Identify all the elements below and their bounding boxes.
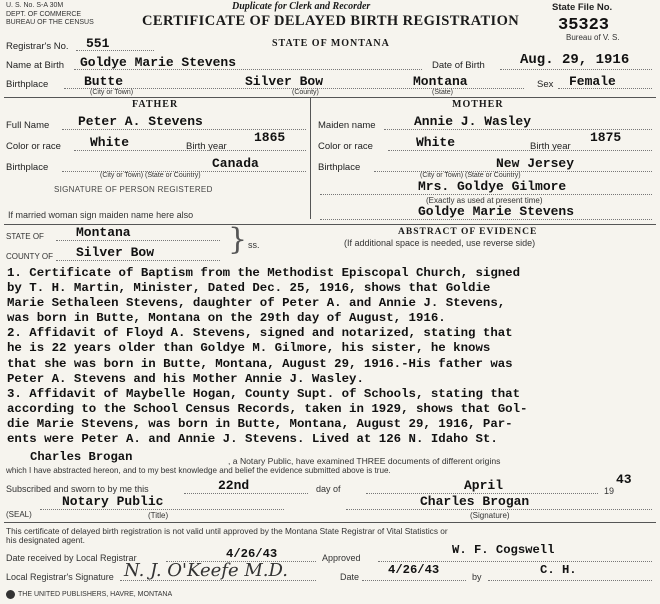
by-label: by xyxy=(472,572,482,582)
form-id: U. S. No. S-A 30M xyxy=(6,2,64,9)
venue-state: Montana xyxy=(76,225,131,240)
notary-statement-2: which I have abstracted hereon, and to my best knowledge and belief the evidence submitted above is true. xyxy=(6,466,391,475)
mother-birthplace-label: Birthplace xyxy=(318,162,361,173)
venue-county-label: COUNTY OF xyxy=(6,252,53,261)
sex-label: Sex xyxy=(537,79,554,90)
mother-birth-year-label: Birth year xyxy=(530,141,571,152)
bureau-number: 35323 xyxy=(558,16,610,35)
maiden-note: If married woman sign maiden name here also xyxy=(8,210,194,220)
approved-label: Approved xyxy=(322,553,361,563)
local-sig-label: Local Registrar's Signature xyxy=(6,572,114,582)
registrar-number: 551 xyxy=(86,36,110,51)
bureau-label: Bureau of V. S. xyxy=(566,33,620,42)
mother-heading: MOTHER xyxy=(452,99,504,110)
printer-line xyxy=(6,590,172,599)
abstract-line: by T. H. Martin, Minister, Dated Dec. 25, 1916, shows that Goldie xyxy=(7,281,491,296)
abstract-subheading: (If additional space is needed, use reverse side) xyxy=(344,238,536,248)
abstract-line: die Marie Stevens, was born in Butte, Montana, August 29, 1916, Par- xyxy=(7,416,513,431)
sworn-year-prefix: 19 xyxy=(604,486,615,496)
abstract-line: was born in Butte, Montana on the 29th day of August, 1916. xyxy=(7,311,446,326)
birthplace-label: Birthplace xyxy=(6,79,49,90)
father-heading: FATHER xyxy=(132,99,179,110)
certificate-title: CERTIFICATE OF DELAYED BIRTH REGISTRATION xyxy=(142,13,520,29)
sworn-label: Subscribed and sworn to by me this xyxy=(6,484,149,494)
father-color-label: Color or race xyxy=(6,141,61,152)
duplicate-note: Duplicate for Clerk and Recorder xyxy=(232,1,371,12)
approved-by: W. F. Cogswell xyxy=(452,543,555,557)
maiden-signature: Goldye Marie Stevens xyxy=(418,204,575,219)
mother-birthplace-caption: (City or Town) (State or Country) xyxy=(420,172,521,179)
mother-name-label: Maiden name xyxy=(318,120,376,131)
registrar-label: Registrar's No. xyxy=(6,41,69,52)
mother-color-label: Color or race xyxy=(318,141,373,152)
venue-ss: ss. xyxy=(248,240,260,250)
father-name: Peter A. Stevens xyxy=(78,114,203,129)
venue-brace: } xyxy=(228,222,248,257)
child-county: Silver Bow xyxy=(245,74,324,89)
date-label: Date xyxy=(340,572,360,582)
state-heading: STATE OF MONTANA xyxy=(272,38,390,49)
signature-label: SIGNATURE OF PERSON REGISTERED xyxy=(54,185,213,194)
state-file-label: State File No. xyxy=(552,2,613,13)
footer-by: C. H. xyxy=(540,563,577,577)
abstract-line: Marie Sethaleen Stevens, daughter of Peter A. and Annie J. Stevens, xyxy=(7,296,506,311)
father-name-label: Full Name xyxy=(6,120,50,131)
child-state: Montana xyxy=(413,74,468,89)
mother-color: White xyxy=(416,135,456,150)
father-birth-year-label: Birth year xyxy=(186,141,227,152)
date-of-birth: Aug. 29, 1916 xyxy=(520,52,630,68)
sworn-year: 43 xyxy=(616,472,632,487)
venue-state-label: STATE OF xyxy=(6,232,44,241)
child-city: Butte xyxy=(84,74,124,89)
venue-county: Silver Bow xyxy=(76,245,155,260)
validity-note-2: his designated agent. xyxy=(6,535,85,545)
child-sex: Female xyxy=(569,74,616,89)
sworn-month: April xyxy=(464,478,504,493)
child-name: Goldye Marie Stevens xyxy=(80,55,237,70)
notary-title: Notary Public xyxy=(62,494,164,509)
title-caption: (Title) xyxy=(148,511,169,520)
mother-name: Annie J. Wasley xyxy=(414,114,532,129)
notary-typed-name: Charles Brogan xyxy=(30,450,133,464)
abstract-line: 2. Affidavit of Floyd A. Stevens, signed and notarized, stating that xyxy=(7,326,513,341)
county-caption: (County) xyxy=(292,89,319,96)
sworn-day-of: day of xyxy=(316,484,341,494)
abstract-line: Peter A. Stevens and his Mother Annie J. Wasley. xyxy=(7,371,364,386)
father-birthplace-label: Birthplace xyxy=(6,162,49,173)
dept-line-2: BUREAU OF THE CENSUS xyxy=(6,19,94,26)
received-date: 4/26/43 xyxy=(226,547,278,561)
validity-note-1: This certificate of delayed birth registration is not valid until approved by the Montana State Registrar of Vital Statistics or xyxy=(6,526,448,536)
received-label: Date received by Local Registrar xyxy=(6,553,137,563)
name-at-birth-label: Name at Birth xyxy=(6,60,65,71)
footer-date: 4/26/43 xyxy=(388,563,440,577)
abstract-heading: ABSTRACT OF EVIDENCE xyxy=(398,227,538,237)
local-registrar-signature: N. J. O'Keefe M.D. xyxy=(124,560,288,581)
signature-caption-notary: (Signature) xyxy=(470,511,510,520)
abstract-line: that she was born in Butte, Montana, August 29, 1916.-His father was xyxy=(7,356,513,371)
state-caption: (State) xyxy=(432,89,454,96)
mother-birth-year: 1875 xyxy=(590,130,622,145)
father-birthplace-caption: (City or Town) (State or Country) xyxy=(100,172,201,179)
union-label-icon xyxy=(6,590,15,599)
abstract-body xyxy=(7,266,528,447)
abstract-line: 3. Affidavit of Maybelle Hogan, County Supt. of Schools, stating that xyxy=(7,386,521,401)
sworn-day: 22nd xyxy=(218,478,250,493)
printer-name: THE UNITED PUBLISHERS, HAVRE, MONTANA xyxy=(18,591,173,598)
father-birthplace: Canada xyxy=(212,156,259,171)
date-of-birth-label: Date of Birth xyxy=(432,60,485,71)
father-color: White xyxy=(90,135,130,150)
father-birth-year: 1865 xyxy=(254,130,286,145)
registrant-signature: Mrs. Goldye Gilmore xyxy=(418,179,567,194)
mother-birthplace: New Jersey xyxy=(496,156,575,171)
abstract-line: he is 22 years older than Goldye M. Gilmore, his sister, he knows xyxy=(7,341,491,356)
abstract-line: 1. Certificate of Baptism from the Methodist Episcopal Church, signed xyxy=(7,266,521,280)
notary-signature: Charles Brogan xyxy=(420,494,530,509)
notary-statement-1: , a Notary Public, have examined THREE documents of different origins xyxy=(228,456,501,466)
dept-line-1: DEPT. OF COMMERCE xyxy=(6,11,82,18)
abstract-line: according to the School Census Records, taken in 1929, shows that Gol- xyxy=(7,401,528,416)
city-caption: (City or Town) xyxy=(90,89,134,96)
seal-label: (SEAL) xyxy=(6,510,32,519)
abstract-line: ents were Peter A. and Annie J. Stevens. Lived at 126 N. Idaho St. xyxy=(7,432,498,447)
signature-caption: (Exactly as used at present time) xyxy=(426,196,543,205)
